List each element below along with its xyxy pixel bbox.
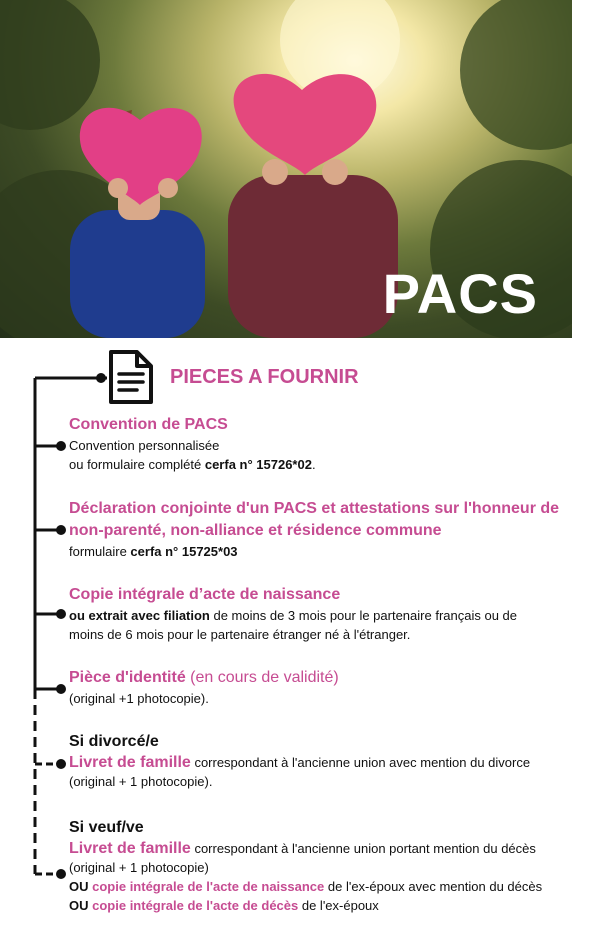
section-title: PIECES A FOURNIR [170,366,359,388]
timeline-dot [56,869,66,879]
document-icon [107,348,155,406]
item-text: ou formulaire complété cerfa n° 15726*02. [69,457,316,472]
item-declaration-conjointe [69,498,594,561]
item-text: OU copie intégrale de l'acte de décès de l'ex-époux [69,898,379,913]
timeline-dot [96,373,106,383]
item-heading: Convention de PACS [69,416,228,433]
timeline-dot [56,684,66,694]
timeline-dot [56,609,66,619]
hero-photo [0,0,572,338]
item-text: moins de 6 mois pour le partenaire étranger né à l'étranger. [69,627,411,642]
item-text: (original + 1 photocopie) [69,860,209,875]
item-si-veuf [69,817,594,915]
item-convention-pacs [69,414,594,474]
item-text: OU copie intégrale de l'acte de naissance de l'ex-époux avec mention du décès [69,879,543,894]
item-text: Livret de famille correspondant à l'ancienne union portant mention du décès [69,840,536,857]
item-condition: Si veuf/ve [69,819,144,836]
timeline-dot [56,525,66,535]
item-heading: non-parenté, non-alliance et résidence commune [69,522,442,539]
item-acte-naissance [69,584,594,644]
timeline-dot [56,441,66,451]
item-text: Livret de famille correspondant à l'ancienne union avec mention du divorce [69,754,531,771]
item-heading: Pièce d'identité (en cours de validité) [69,669,339,686]
item-si-divorce [69,731,594,791]
item-condition: Si divorcé/e [69,733,159,750]
item-piece-identite [69,667,594,708]
item-heading: Déclaration conjointe d'un PACS et attestations sur l'honneur de [69,500,560,517]
item-text: Convention personnalisée [69,438,220,453]
item-text: ou extrait avec filiation de moins de 3 mois pour le partenaire français ou de [69,608,517,623]
item-heading: Copie intégrale d’acte de naissance [69,586,341,603]
item-text: (original +1 photocopie). [69,691,209,706]
hero-title: PACS [382,262,538,325]
item-text: formulaire cerfa n° 15725*03 [69,544,238,559]
item-text: (original + 1 photocopie). [69,774,213,789]
timeline-dot [56,759,66,769]
